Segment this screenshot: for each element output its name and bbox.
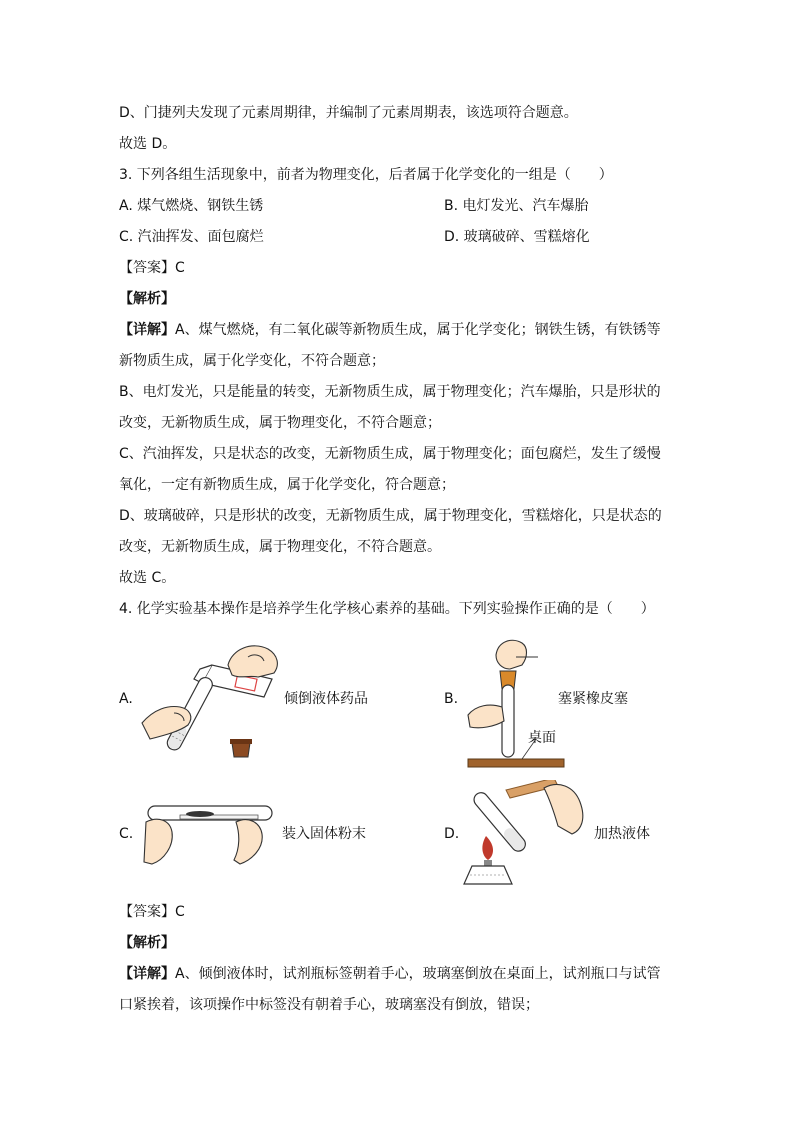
q3-stem: 3. 下列各组生活现象中，前者为物理变化，后者属于化学变化的一组是（ ） <box>119 167 613 183</box>
q3-conclusion: 故选 C。 <box>119 570 176 586</box>
q3-detail-line-8: 改变，无新物质生成，属于物理变化，不符合题意。 <box>119 539 441 555</box>
q3-detail-line-7: D、玻璃破碎，只是形状的改变，无新物质生成，属于物理变化，雪糕熔化，只是状态的 <box>119 508 662 524</box>
q3-option-d: D. 玻璃破碎、雪糕熔化 <box>444 229 590 245</box>
q4-figure-d-letter: D. <box>444 826 460 842</box>
q4-figure-b-desk-label: 桌面 <box>528 730 556 746</box>
q4-detail-label: 【详解】 <box>119 966 175 982</box>
prev-line-2: 故选 D。 <box>119 136 177 152</box>
q4-figure-c-letter: C. <box>119 826 134 842</box>
q4-stem: 4. 化学实验基本操作是培养学生化学核心素养的基础。下列实验操作正确的是（ ） <box>119 601 655 617</box>
q4-answer: 【答案】C <box>119 904 185 920</box>
q3-option-a: A. 煤气燃烧、钢铁生锈 <box>119 198 264 214</box>
q3-detail-line-4: 改变，无新物质生成，属于物理变化，不符合题意； <box>119 415 441 431</box>
prev-line-1: D、门捷列夫发现了元素周期律，并编制了元素周期表，该选项符合题意。 <box>119 105 578 121</box>
q4-figure-c-label: 装入固体粉末 <box>282 826 366 842</box>
q4-figure-b-label: 塞紧橡皮塞 <box>558 691 628 707</box>
q3-detail-line-2: 新物质生成，属于化学变化，不符合题意； <box>119 353 385 369</box>
q3-option-b: B. 电灯发光、汽车爆胎 <box>444 198 589 214</box>
q4-analysis-label: 【解析】 <box>119 935 175 951</box>
q3-analysis-label: 【解析】 <box>119 291 175 307</box>
q4-figure-d-label: 加热液体 <box>594 826 650 842</box>
q3-detail-line-3: B、电灯发光，只是能量的转变，无新物质生成，属于物理变化；汽车爆胎，只是形状的 <box>119 384 661 400</box>
q3-detail-label: 【详解】 <box>119 322 175 338</box>
q4-figure-a-letter: A. <box>119 691 133 707</box>
q4-figure-a-pouring-illustration <box>140 635 285 765</box>
q4-detail-text-1: A、倾倒液体时，试剂瓶标签朝着手心，玻璃塞倒放在桌面上，试剂瓶口与试管 <box>175 966 661 982</box>
q3-detail-line-5: C、汽油挥发，只是状态的改变，无新物质生成，属于物理变化；面包腐烂，发生了缓慢 <box>119 446 661 462</box>
q3-answer: 【答案】C <box>119 260 185 276</box>
q3-detail-line-1 <box>119 320 661 340</box>
q4-figure-c-powder-illustration <box>140 800 280 868</box>
q4-detail-line-1 <box>119 964 661 984</box>
q4-figure-b-letter: B. <box>444 691 459 707</box>
q3-detail-text-1: A、煤气燃烧，有二氧化碳等新物质生成，属于化学变化；钢铁生锈，有铁锈等 <box>175 322 661 338</box>
q4-figure-a-label: 倾倒液体药品 <box>284 691 368 707</box>
q3-detail-line-6: 氧化，一定有新物质生成，属于化学变化，符合题意； <box>119 477 455 493</box>
q3-option-c: C. 汽油挥发、面包腐烂 <box>119 229 264 245</box>
q4-figure-d-heating-illustration <box>462 780 592 895</box>
q4-detail-line-2: 口紧挨着，该项操作中标签没有朝着手心，玻璃塞没有倒放，错误； <box>119 997 539 1013</box>
